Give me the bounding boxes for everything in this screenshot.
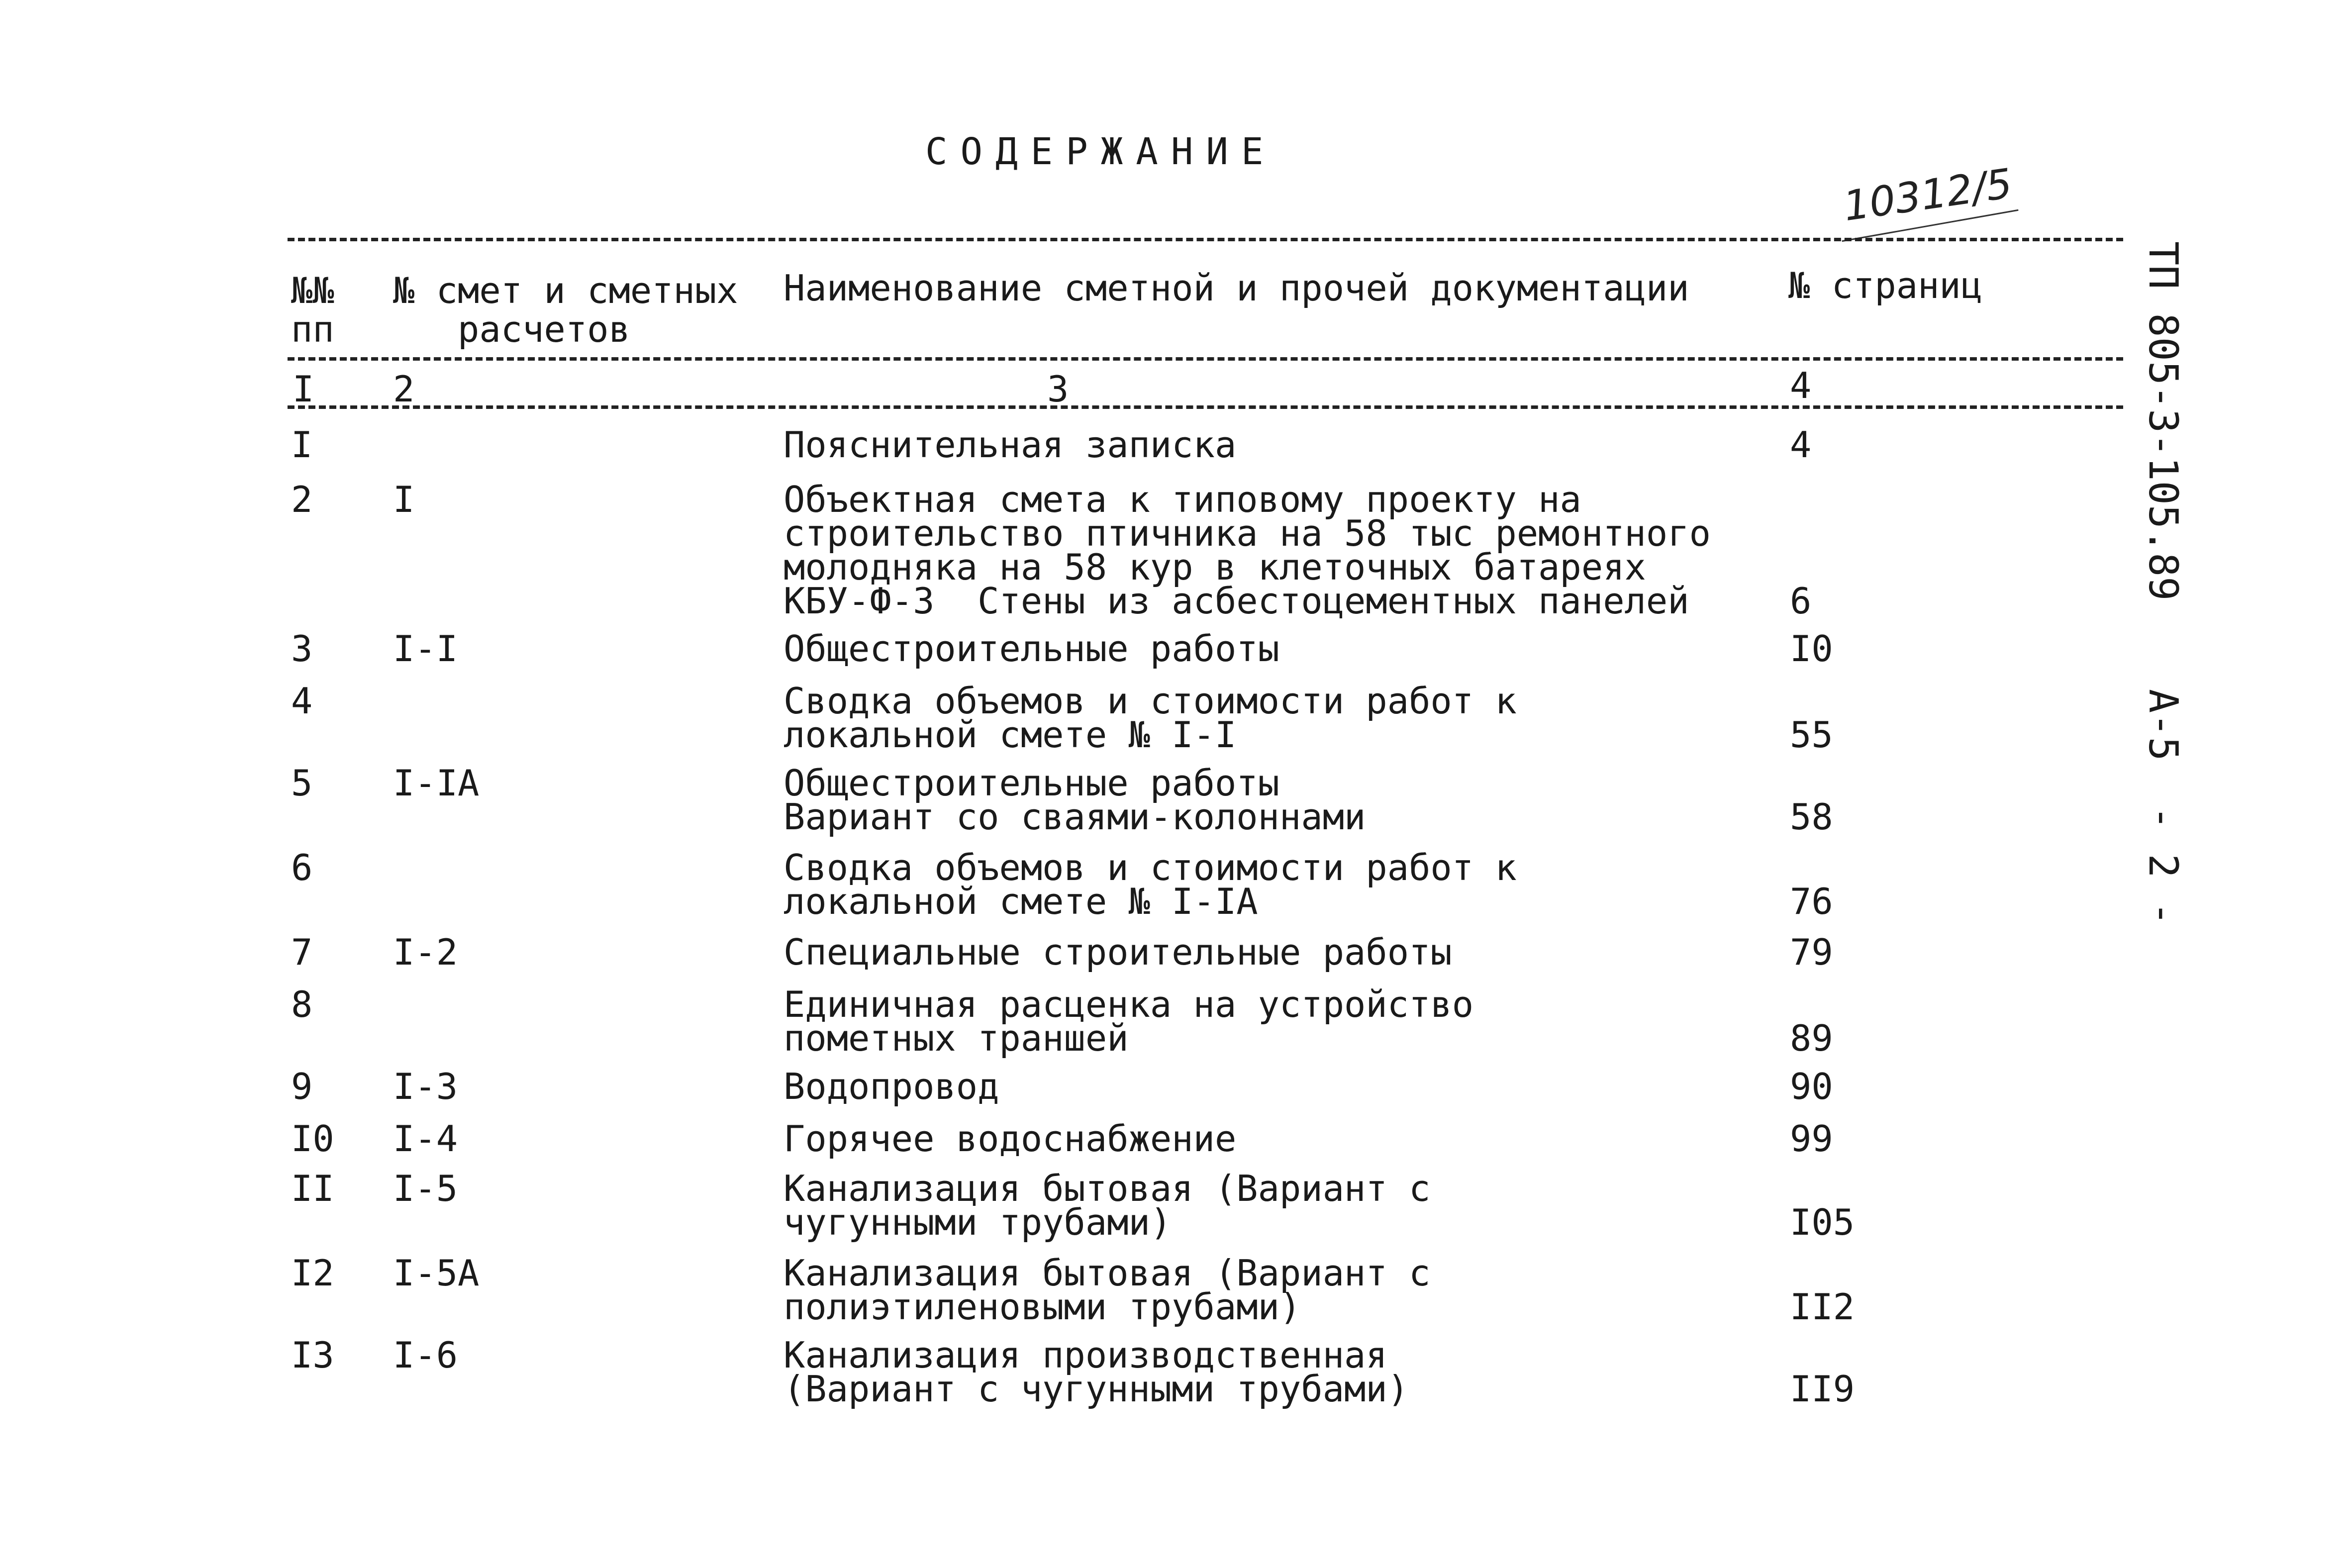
- row-page-number: 6: [1790, 580, 1812, 622]
- row-number: I0: [291, 1118, 334, 1160]
- row-document-name: Пояснительная записка: [783, 424, 1237, 466]
- header-rule: [288, 357, 2123, 361]
- row-page-number: I05: [1790, 1201, 1855, 1243]
- row-page-number: 79: [1790, 931, 1833, 973]
- row-page-number: 76: [1790, 881, 1833, 922]
- inventory-stamp: 10312/5: [1841, 160, 2015, 231]
- row-page-number: 89: [1790, 1017, 1833, 1059]
- row-document-name: Общестроительные работы: [783, 628, 1279, 670]
- row-document-name: Канализация бытовая (Вариант с чугунными трубами): [783, 1168, 1431, 1243]
- row-document-name: Сводка объемов и стоимости работ к локальной смете № I-I: [783, 680, 1517, 756]
- row-document-name: Водопровод: [783, 1066, 999, 1107]
- row-document-name: Канализация производственная (Вариант с чугунными трубами): [783, 1334, 1409, 1410]
- header-name: Наименование сметной и прочей документации: [783, 267, 1689, 309]
- row-number: 6: [291, 847, 313, 888]
- row-page-number: 90: [1790, 1066, 1833, 1107]
- side-sheet-number: - 2 -: [2140, 806, 2186, 926]
- row-document-name: Объектная смета к типовому проекту на строительство птичника на 58 тыс ремонтного молодняка на 58 кур в клеточных батареях КБУ-Ф-3 Стены из асбестоцементных панелей: [783, 479, 1711, 622]
- row-number: 9: [291, 1066, 313, 1107]
- row-number: 7: [291, 931, 313, 973]
- column-number-rule: [288, 405, 2123, 409]
- row-number: II: [291, 1168, 334, 1209]
- table-top-rule: [288, 238, 2123, 241]
- row-estimate-code: I-I: [393, 628, 458, 670]
- header-pages: № страниц: [1788, 265, 1983, 306]
- row-estimate-code: I-5А: [393, 1252, 480, 1294]
- row-page-number: 55: [1790, 714, 1833, 756]
- row-page-number: 99: [1790, 1118, 1833, 1160]
- row-page-number: II9: [1790, 1368, 1855, 1410]
- row-number: 3: [291, 628, 313, 670]
- row-document-name: Канализация бытовая (Вариант с полиэтиленовыми трубами): [783, 1252, 1431, 1328]
- row-page-number: 4: [1790, 424, 1812, 466]
- row-document-name: Горячее водоснабжение: [783, 1118, 1237, 1160]
- column-number-2: 2: [393, 368, 415, 410]
- row-number: 8: [291, 983, 313, 1025]
- row-number: I: [291, 424, 313, 466]
- side-project-code: ТП 805-3-105.89: [2140, 241, 2186, 601]
- row-estimate-code: I-6: [393, 1334, 458, 1376]
- row-page-number: II2: [1790, 1286, 1855, 1328]
- row-number: 2: [291, 479, 313, 520]
- row-estimate-code: I-4: [393, 1118, 458, 1160]
- side-album: А-5: [2140, 689, 2186, 761]
- row-document-name: Общестроительные работы Вариант со сваями-колоннами: [783, 762, 1366, 838]
- header-code: № смет и сметных расчетов: [393, 270, 738, 350]
- row-number: 4: [291, 680, 313, 722]
- row-document-name: Единичная расценка на устройство пометных траншей: [783, 983, 1474, 1059]
- row-number: 5: [291, 762, 313, 804]
- row-number: I3: [291, 1334, 334, 1376]
- row-number: I2: [291, 1252, 334, 1294]
- row-estimate-code: I-2: [393, 931, 458, 973]
- row-page-number: 58: [1790, 796, 1833, 838]
- column-number-1: I: [293, 368, 314, 410]
- row-estimate-code: I: [393, 479, 415, 520]
- row-estimate-code: I-IА: [393, 762, 480, 804]
- column-number-3: 3: [1047, 368, 1069, 410]
- page-title: СОДЕРЖАНИЕ: [925, 130, 1276, 173]
- row-document-name: Специальные строительные работы: [783, 931, 1452, 973]
- header-num: №№ пп: [291, 270, 334, 350]
- row-page-number: I0: [1790, 628, 1833, 670]
- row-estimate-code: I-3: [393, 1066, 458, 1107]
- column-number-4: 4: [1790, 365, 1812, 406]
- row-document-name: Сводка объемов и стоимости работ к локальной смете № I-IА: [783, 847, 1517, 922]
- row-estimate-code: I-5: [393, 1168, 458, 1209]
